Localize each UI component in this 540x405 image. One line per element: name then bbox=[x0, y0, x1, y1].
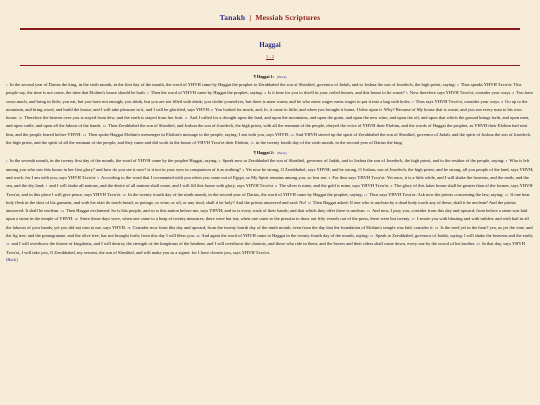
verse-number: 1 bbox=[6, 83, 8, 87]
verse-number: 23 bbox=[476, 242, 480, 247]
verse-number: 12 bbox=[504, 192, 509, 197]
verse-number: 10 bbox=[18, 116, 23, 121]
verse-number: 5 bbox=[405, 91, 408, 96]
verse-number: 6 bbox=[512, 91, 515, 96]
chapter-links bbox=[6, 54, 534, 59]
title-separator: | bbox=[249, 13, 252, 22]
site-title bbox=[6, 13, 534, 22]
book-title: Haggai bbox=[259, 41, 281, 49]
verse-number: 14 bbox=[290, 132, 294, 137]
verse-number: 8 bbox=[501, 99, 504, 104]
chapter-heading-label: ¶ Haggai 2: bbox=[253, 150, 275, 156]
verse-number: 5 bbox=[97, 175, 100, 180]
verse-number: 7 bbox=[45, 184, 48, 189]
verse-number: 9 bbox=[211, 107, 213, 112]
verse-number: 9 bbox=[390, 184, 393, 189]
verse-number: 8 bbox=[275, 184, 277, 189]
site-link-messiah-scriptures[interactable]: Messiah Scriptures bbox=[255, 13, 321, 22]
verse-number: 19 bbox=[434, 225, 439, 230]
verse-number: 11 bbox=[184, 116, 188, 121]
verse-number: 4 bbox=[264, 91, 266, 96]
verse-number: 10 bbox=[122, 192, 126, 197]
verse-number: 20 bbox=[196, 234, 200, 239]
header-divider bbox=[20, 28, 520, 30]
verse-number: 22 bbox=[6, 242, 10, 247]
verse-number: 3 bbox=[147, 91, 149, 96]
chapter-heading-2 bbox=[6, 150, 534, 155]
verse-number: 7 bbox=[411, 99, 414, 104]
verse-number: 13 bbox=[307, 200, 311, 205]
chapter-link-range[interactable]: 1 – 2 bbox=[266, 54, 274, 59]
verse-number: 15 bbox=[250, 141, 254, 146]
site-link-tanakh[interactable]: Tanakh bbox=[219, 13, 246, 22]
title-divider bbox=[20, 65, 520, 66]
back-link-bottom[interactable]: (Back) bbox=[6, 256, 18, 262]
verse-number: 14 bbox=[60, 209, 64, 214]
chapter-heading-1 bbox=[6, 74, 534, 79]
verse-number: 2 bbox=[456, 83, 459, 87]
verse-number: 12 bbox=[102, 124, 106, 129]
verse-number: 4 bbox=[242, 167, 244, 172]
verse-number: 2 bbox=[218, 159, 221, 164]
chapter-heading-label: ¶ Haggai 1: bbox=[253, 74, 275, 79]
verse-number: 3 bbox=[505, 159, 508, 164]
verse-number: 21 bbox=[370, 234, 374, 239]
verse-number: 17 bbox=[411, 217, 415, 222]
verse-number: 1 bbox=[6, 159, 8, 164]
verse-number: 16 bbox=[74, 217, 78, 222]
chapter-text-1: 1 In the second year of Darius the king, in the sixth month, in the first day of the month, the word of YHVH came by Haggai the prophet to Zerubbabel the son of Shealtiel, governor of Judah, and to Joshua the son of Josedech, the high priest, saying: 2 Thus speaks YHVH Tzva'ot: This people say, the time is not come, the time that Elohim's house should be built. 3 Then the word of YHVH came by Haggai the prophet, saying: 4 Is it time for you to dwell in your ceiled houses, and this house to lie waste? 5 Now therefore says YHVH Tzva'ot, consider your ways. 6 You have sown much, and bring in little; you eat, but you have not enough; you drink, but you are not filled with drink; you clothe yourselves, but there is none warm; and he who earns wages earns wages to put it into a bag with holes. 7 Thus says YHVH Tzva'ot, consider your ways. 8 Go up to the mountain, and bring wood, and build the house; and I will take pleasure in it, and I will be glorified, says YHVH. 9 You looked for much, and, lo, it came to little; and when you brought it home, I blew upon it. Why? Because of My house that is waste, and you run every man to his own house. 10 Therefore the heaven over you is stayed from dew, and the earth is stayed from her fruit. 11 And I called for a drought upon the land, and upon the mountains, and upon the grain, and upon the new wine, and upon the oil, and upon that which the ground brings forth, and upon men, and upon cattle, and upon all the labour of the hands. 12 Then Zerubbabel the son of Shealtiel, and Joshua the son of Josedech, the high priest, with all the remnant of the people, obeyed the voice of YHVH their Elohim, and the words of Haggai the prophet, as YHVH their Elohim had sent him, and the people feared before YHVH. 13 Then spoke Haggai Elohim's messenger in Elohim's message to the people, saying: I am with you, says YHVH. 14 And YHVH stirred up the spirit of Zerubbabel the son of Shealtiel, governor of Judah, and the spirit of Joshua the son of Josedech, the high priest, and the spirit of all the remnant of the people; and they came and did work in the house of YHVH Tzva'ot their Elohim, 15 in the twenty fourth day of the sixth month, in the second year of Darius the king. bbox=[6, 82, 534, 146]
back-link[interactable]: (Back) bbox=[277, 75, 287, 79]
verse-number: 13 bbox=[82, 132, 87, 137]
verse-number: 11 bbox=[364, 192, 368, 197]
verse-number: 15 bbox=[366, 209, 371, 214]
verse-number: 6 bbox=[328, 175, 331, 180]
verse-number: 18 bbox=[127, 225, 131, 230]
back-link[interactable]: (Back) bbox=[277, 151, 287, 156]
chapter-text-2: 1 In the seventh month, in the twenty first day of the month, the word of YHVH came by the prophet Haggai, saying: 2 Speak now to Zerubbabel the son of Shealtiel, governor of Judah, and to Joshua the son of Josedech, the high priest, and to the residue of the people, saying: 3 Who is left among you who saw this house in her first glory? and how do you see it now? is it not in your eyes in comparison of it as nothing? 4 Yet now be strong, O Zerubbabel, says YHVH; and be strong, O Joshua, son of Josedech, the high priest; and be strong, all you people of the land, says YHVH, and work: for I am with you, says YHVH Tzva'ot: 5 According to the word that I covenanted with you when you came out of Egypt, so My Spirit remains among you, so fear not. 6 For thus says YHVH Tzva'ot: Yet once, it is a little while, and I will shake the heavens, and the earth, and the sea, and the dry land; 7 and I will shake all nations, and the desire of all nations shall come, and I will fill this house with glory, says YHVH Tzva'ot. 8 The silver is mine, and the gold is mine, says YHVH Tzva'ot. 9 The glory of this latter house shall be greater than of the former, says YHVH Tzva'ot, and in this place I will give peace, says YHVH Tzva'ot. 10 In the twenty fourth day of the ninth month, in the second year of Darius, the word of YHVH came by Haggai the prophet, saying: 11 Thus says YHVH Tzva'ot: Ask now the priests concerning the law, saying: 12 If one bear holy flesh in the skirt of his garment, and with his skirt do touch bread, or pottage, or wine, or oil, or any food, shall it be holy? And the priests answered and said: No! 13 Then Haggai asked: If one who is unclean by a dead body touch any of these, shall it be unclean? And the priests answered: It shall be unclean. 14 Then Haggai exclaimed: So is this people, and so is this nation before me, says YHVH; and so is every work of their hands; and that which they offer there is unclean. 15 And now, I pray you, consider from this day and upward, from before a stone was laid upon a stone in the temple of YHVH. 16 Since those days were, when one came to a heap of twenty measures, there were but ten; when one came to the pressfat to draw out fifty vessels out of the press, there were but twenty. 17 I smote you with blasting and with mildew and with hail in all the labours of your hands; yet you did not turn to me, says YHVH. 18 Consider now from this day and upward, from the twenty fourth day of the ninth month, even from the day that the foundation of Elohim's temple was laid, consider it. 19 Is the seed yet in the barn? yea, as yet the vine, and the fig tree, and the pomegranate, and the olive tree, has not brought forth; from this day I will bless you. 20 And again the word of YHVH came to Haggai in the twenty fourth day of the month, saying: 21 Speak to Zerubbabel, governor of Judah, saying: I will shake the heavens and the earth; 22 and I will overthrow the throne of kingdoms, and I will destroy the strength of the kingdoms of the heathen; and I will overthrow the chariots, and those who ride in them; and the horses and their riders shall come down, every one by the sword of his brother. 23 In that day, says YHVH Tzva'ot, I will take you, O Zerubbabel, my servant, the son of Shealtiel, and will make you as a signet: for I have chosen you, says YHVH Tzva'ot. bbox=[6, 158, 534, 255]
